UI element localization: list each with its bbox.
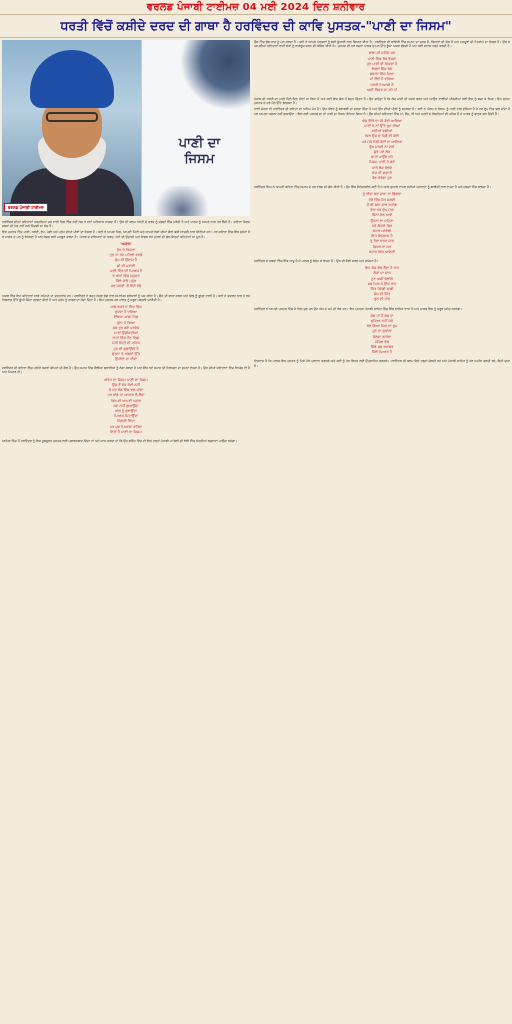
- poem-line: ਮਾਵਾਂ ਉਡੀਕਦੀਆਂ: [114, 331, 138, 336]
- paragraph: ਹਰਵਿੰਦਰ ਸਿੰਘ ਨੇ ਆਪਣੀ ਕਵਿਤਾ ਵਿੱਚ ਸਮਾਜ ਦੇ ਹਰ ਵਰਗ ਦੀ ਗੱਲ ਕੀਤੀ ਹੈ। ਉਹ ਇੱਕ ਸੰਵੇਦਨਸ਼ੀਲ ਕਵੀ ਹੈ ਜੋ ਆਲੇ ਦੁਆਲੇ ਵਾਪਰ ਰਹੀਆਂ ਘਟਨਾਵਾਂ ਨੂੰ ਬਾਰੀਕੀ ਨਾਲ ਵੇਖਦਾ ਹੈ ਅਤੇ ਸ਼ਬਦਾਂ ਵਿੱਚ ਢਾਲਦਾ ਹੈ।: [254, 185, 492, 190]
- poem-line: ਜ਼ਿੰਦਗੀ ਦਿੰਦਾ: [117, 419, 135, 424]
- poem-line: ਕਦੇ ਨਹੀਂ ਗੁਆਉਂਦਾ: [113, 403, 139, 408]
- poem-line: ਫਿਰ ਵੀ ਆਪਣੀ ਪਛਾਣ: [110, 398, 142, 403]
- paragraph: ਉਸ ਵਿੱਚ ਡੁੱਬ ਜਾਣ ਨੂੰ ਮਨ ਕਰਦਾ ਹੈ। ਕਵੀ ਨੇ ਆਪਣੇ ਅਨੁਭਵਾਂ ਨੂੰ ਬੜੀ ਡੂੰਘਾਈ ਨਾਲ ਬਿਆਨ ਕੀਤਾ ਹੈ। ਹਰਵਿੰਦਰ ਦੀ ਸ਼ਾਇਰੀ ਵਿੱਚ ਸਮਾਜ ਦਾ ਦਰਦ ਹੈ, ਕਿਸਾਨਾਂ ਦੀ ਗੱਲ ਹੈ ਅਤੇ ਮਜ਼ਦੂਰਾਂ ਦੀ ਮਿਹਨਤ ਦਾ ਜ਼ਿਕਰ ਹੈ। ਉਸ ਨੇ ਆਪਣੀਆਂ ਕਵਿਤਾਵਾਂ ਰਾਹੀਂ ਲੋਕਾਂ ਨੂੰ ਜਾਗਰੂਕ ਕਰਨ ਦੀ ਕੋਸ਼ਿਸ਼ ਕੀਤੀ ਹੈ। ਪੁਸਤਕ ਦੀ ਹਰ ਰਚਨਾ ਪਾਠਕ ਦੇ ਮਨ ਉੱਤੇ ਡੂੰਘਾ ਅਸਰ ਛੱਡਦੀ ਹੈ ਅਤੇ ਕਈ ਸਵਾਲ ਖੜ੍ਹੇ ਕਰਦੀ ਹੈ।: [254, 40, 510, 49]
- poem-line: ਸੁੱਤੇ ਪਏ ਲੋਕ: [373, 150, 391, 155]
- poem-line: ਸਾਰੇ ਲੋਕ ਬੋਲਦੇ: [372, 165, 392, 170]
- poem-line: ਇਹ ਵਿਸ਼ਵਾਸ ਹੈ: [371, 234, 393, 239]
- poem-line: ਹੁਣ ਪਾਣੀ ਵੀ ਵਿਕਦਾ ਹੈ: [366, 61, 398, 66]
- poem-line: ਬਾਬਾ ਜੀ ਕਹਿੰਦੇ ਸਨ: [368, 51, 396, 56]
- poem-line: ਮੇਰੇ ਵਿਹੜੇ ਫਿਰ: [371, 223, 393, 228]
- poem: [254, 266, 510, 302]
- poem-line: ਪਰ ਮੇਰੇ ਪਿੰਡੋਂ ਕੋਈ ਨਾ ਆਇਆ: [361, 139, 403, 144]
- poem-line: ਛਾਂ ਵੀ ਪਰਾਈ: [117, 263, 135, 268]
- poem-line: ਬਣ ਗਿਆ ਜਿਸ ਦਾ ਰੂਪ: [366, 324, 398, 329]
- poem-line: ਧਰਤੀ ਪਿਆਸੀ ਹੈ: [370, 82, 394, 87]
- poem-line: ਮੈਂ ਵੀ ਸਦਾ ਸਾਥ ਰਹਾਂਗਾ: [366, 202, 398, 207]
- poem-line: ਕਿੱਥੇ ਜਾਵੇ ਮਨੁੱਖ: [115, 279, 137, 284]
- poem-line: ਵੇਖਿਆ ਸਾਡਾ ਪਿੰਡ: [113, 315, 139, 320]
- poem-line: ਰੁੱਖ ਤੇ ਰਿਸ਼ਤਾ: [116, 248, 136, 253]
- poem: [254, 119, 510, 181]
- poem-line: ਜੋ ਹਰ ਰੰਗ ਵਿੱਚ ਢਲ ਜਾਂਦਾ: [108, 388, 144, 393]
- poem-line: ਬਹਾਰ ਆਏਗੀ: [372, 228, 392, 233]
- poem-line: ਤੇ ਅੱਖਾਂ ਵਿੱਚ ਸਮੁੰਦਰ: [112, 274, 140, 279]
- poem-line: ਮੰਜ਼ਿਲ ਵੱਲ: [374, 339, 390, 344]
- poem-line: ਧੁੱਪ ਵੀ ਉਦਾਸ ਹੈ: [115, 258, 137, 263]
- poem: [2, 378, 250, 435]
- poem-line: ਸੱਚ ਹਾਂ ਮੈਂ ਸੱਚ ਹਾਂ: [370, 313, 394, 318]
- poem-line: ਪਾਣੀ ਵਿੱਚ ਵੀ ਪਿਆਸ ਹੈ: [109, 268, 143, 273]
- poem-line: ਸਾਡੇ ਰਸਤੇ ਦੇ ਵਿੱਚ ਵਿੱਚ: [110, 305, 142, 310]
- paragraph: ਅਸਲ ਵਿੱਚ ਇਹ ਕਵਿਤਾਵਾਂ ਸਾਡੇ ਸਮਿਆਂ ਦਾ ਦਸਤਾਵੇਜ਼ ਹਨ। ਹਰਵਿੰਦਰ ਨੇ ਬਹੁਤ ਸੋਹਣੇ ਢੰਗ ਨਾਲ ਸਮਾਜਿਕ ਸਰੋਕਾਰਾਂ ਨੂੰ ਪੇਸ਼ ਕੀਤਾ ਹੈ। ਉਸ ਦੀ ਭਾਸ਼ਾ ਸਰਲ ਅਤੇ ਦਿਲ ਨੂੰ ਛੂਹਣ ਵਾਲੀ ਹੈ। ਕਵੀ ਨੇ ਕੁਦਰਤ ਨਾਲ ਹੋ ਰਹੇ ਖਿਲਵਾੜ ਉੱਤੇ ਡੂੰਘੀ ਚਿੰਤਾ ਪ੍ਰਗਟ ਕੀਤੀ ਹੈ ਅਤੇ ਮਨੁੱਖ ਨੂੰ ਜਾਗਣ ਦਾ ਸੱਦਾ ਦਿੱਤਾ ਹੈ। ਇਹ ਪੁਸਤਕ ਹਰ ਪਾਠਕ ਨੂੰ ਜ਼ਰੂਰ ਪੜ੍ਹਨੀ ਚਾਹੀਦੀ ਹੈ।: [2, 293, 250, 302]
- paragraph: ਵਿਸ਼ਵਾਸ ਹੈ ਕਿ ਪਾਠਕ ਇਸ ਪੁਸਤਕ ਨੂੰ ਖਿੜੇ ਮੱਥੇ ਪ੍ਰਵਾਨ ਕਰਨਗੇ ਅਤੇ ਕਵੀ ਨੂੰ ਹੋਰ ਲਿਖਣ ਲਈ ਉਤਸ਼ਾਹਿਤ ਕਰਨਗੇ। ਹਰਵਿੰਦਰ ਦੀ ਕਲਮ ਇਸੇ ਤਰ੍ਹਾਂ ਚੱਲਦੀ ਰਹੇ ਅਤੇ ਪੰਜਾਬੀ ਸਾਹਿਤ ਨੂੰ ਹੋਰ ਅਮੀਰ ਕਰਦੀ ਰਹੇ, ਇਹੀ ਦੁਆ ਹੈ।: [254, 359, 510, 368]
- poem-line: ਜਿੰਨਾ ਕੋਲ ਆਏ: [371, 213, 393, 218]
- paragraph: ਆਖ਼ਿਰ ਵਿੱਚ ਮੈਂ ਹਰਵਿੰਦਰ ਨੂੰ ਇਸ ਖ਼ੂਬਸੂਰਤ ਪੁਸਤਕ ਲਈ ਮੁਬਾਰਕਬਾਦ ਦਿੰਦਾ ਹਾਂ ਅਤੇ ਆਸ ਕਰਦਾ ਹਾਂ ਕਿ ਉਹ ਭਵਿੱਖ ਵਿੱਚ ਵੀ ਇਸੇ ਤਰ੍ਹਾਂ ਪੰਜਾਬੀ ਮਾਂ ਬੋਲੀ ਦੀ ਝੋਲੀ ਵਿੱਚ ਸੋਹਣੀਆਂ ਰਚਨਾਵਾਂ ਪਾਉਂਦਾ ਰਹੇਗਾ।: [2, 438, 238, 443]
- poem-line: ਚੱਲਦਾ ਰਹਾਂਗਾ: [372, 334, 392, 339]
- poem-line: ਕੌਣ ਦੇਵੇਗਾ ਹੁਣ: [372, 176, 392, 181]
- poem-line: ਤੇਰਾ ਹਰ ਦੁੱਖ ਮੇਰਾ: [370, 208, 394, 213]
- poem-line: ਇਹ ਸੱਚ ਵੱਲ ਲੈਂਦਾ ਹੈ ਰਾਹ: [364, 266, 400, 271]
- poem-line: ਲੋਕਾਂ ਦਾ ਸਾਥ: [373, 271, 391, 276]
- poem-line: ਫ਼ਿਕਰ ਨਾ ਕਰ: [372, 244, 392, 249]
- article-headline: ਧਰਤੀ ਵਿੱਚੋਂ ਕਸ਼ੀਦੇ ਦਰਦ ਦੀ ਗਾਥਾ ਹੈ ਹਰਵਿੰਦਰ ਦੀ ਕਾਵਿ ਪੁਸਤਕ-"ਪਾਣੀ ਦਾ ਜਿਸਮ": [60, 18, 452, 33]
- poem-line: ਐਸ ਇੱਕੋ ਦਾ ਵੀ ਕੋਈ ਆਇਆ: [361, 118, 403, 123]
- poem-line: ਜਿੱਥੇ ਸਭ ਬਰਾਬਰ: [370, 344, 394, 349]
- poem-line: ਤੇਰੇ ਵਿੱਚ ਜੋਤ ਜਗਦੀ: [368, 197, 396, 202]
- article-body: [2, 40, 510, 1022]
- right-column: [254, 40, 510, 1022]
- poem-line: ਹੁਣ ਵੀ ਬੁਲਾਉਂਦੀ ਹੈ: [113, 346, 139, 351]
- photo-row: [2, 40, 250, 216]
- poem-line: ਉਹਨਾ ਦਾ ਕਹਿਣਾ: [370, 218, 394, 223]
- poem: [254, 314, 510, 356]
- poem-line: ਹੁਣ ਅਸੀਂ ਚੱਲਾਂਗੇ: [371, 276, 393, 281]
- poem-line: ਝੂਠ ਦੀ ਹਾਰ: [374, 297, 390, 302]
- poem-line: ਉਸ ਤੋਂ ਵੱਧ ਕੋਈ ਨਹੀਂ: [112, 382, 140, 387]
- poem-line: ਹਰ ਭਾਂਡੇ ਦਾ ਆਕਾਰ ਲੈ ਲੈਂਦਾ: [107, 393, 145, 398]
- poem-line: ਸੱਚ ਦੀ ਗਵਾਹੀ: [372, 170, 392, 175]
- left-column: [2, 40, 250, 1022]
- book-cover: [141, 40, 250, 216]
- poem-line: ਨਦੀਆਂ ਵਗੀਆਂ: [371, 129, 393, 134]
- poem-line: ਸੁੰਨਾ ਹੋ ਗਿਆ: [117, 320, 135, 325]
- poem-line: ਸਭ ਮਿਲ ਕੇ ਇੱਕ ਰਾਹ: [367, 281, 397, 286]
- poem-line: ਚੇਤਨਾ ਦੇ ਅੰਬਰਾਂ ਉੱਤੇ: [111, 351, 141, 356]
- poem-line: ਰਾਹਾਂ ਵਿੱਚ ਨੈਣ ਵਿਛਾ: [112, 336, 140, 341]
- poem-line: ਰੁਕਦਾ ਹੈ ਦਰਿਆ: [114, 310, 138, 315]
- poem-line: ਫਿਰ ਉਸ ਦੇ ਪਿੰਡੋਂ ਵੀ ਕੋਈ: [365, 134, 399, 139]
- poem-line: ਝੁਕਿਆ ਨਹੀਂ ਕਦੇ: [370, 318, 394, 323]
- poem-line: ਜਿੱਥੇ ਪਿਆਰ ਹੈ: [372, 350, 392, 355]
- poem-line: ਅਸੀਂ ਕਿੱਧਰ ਜਾ ਰਹੇ ਹਾਂ: [366, 87, 398, 92]
- newspaper-logo: ਵਰਲਡ ਪੰਜਾਬੀ ਟਾਈਮਜ਼: [4, 203, 48, 212]
- poem-line: ਬਹਾਰ ਫਿਰ ਆਏਗੀ: [369, 249, 395, 254]
- paragraph: ਪੰਜਾਬ ਦੀ ਧਰਤੀ ਦਾ ਪਾਣੀ ਦਿਨੋ-ਦਿਨ ਨੀਵਾਂ ਜਾ ਰਿਹਾ ਹੈ ਅਤੇ ਕਵੀ ਇਸ ਗੱਲ ਤੋਂ ਬਹੁਤ ਚਿੰਤਤ ਹੈ। ਉਹ ਚਾਹੁੰਦਾ ਹੈ ਕਿ ਲੋਕ ਪਾਣੀ ਦੀ ਕਦਰ ਕਰਨ ਅਤੇ ਆਉਣ ਵਾਲੀਆਂ ਪੀੜ੍ਹੀਆਂ ਲਈ ਇਸ ਨੂੰ ਬਚਾ ਕੇ ਰੱਖਣ। ਇਹ ਸੁਨੇਹਾ ਪੁਸਤਕ ਦੇ ਹਰ ਪੰਨੇ ਉੱਤੇ ਝਲਕਦਾ ਹੈ।: [254, 97, 510, 106]
- poem-line: ਮੇਰੀ ਮਿੱਟੀ ਦੀ ਮਹਿਕ: [112, 341, 140, 346]
- poem: [254, 192, 510, 254]
- poem: [254, 51, 510, 93]
- poem-line: ਅੱਗ ਨੂੰ ਬੁਝਾਉਂਦਾ: [115, 408, 137, 413]
- poem-line: ਹੁਣ ਨਾ ਰਹੇ ਪਹਿਲਾਂ ਵਰਗੇ: [109, 253, 143, 258]
- poem-line: ਬਜ਼ਾਰਾਂ ਵਿੱਚ ਪਿਆ: [369, 72, 395, 77]
- headline-bar: [0, 14, 512, 38]
- masthead-text: ਵਰਲਡ ਪੰਜਾਬੀ ਟਾਈਮਜ਼ 04 ਮਈ 2024 ਦਿਨ ਸ਼ਨੀਵਾਰ: [146, 1, 366, 13]
- poem-line: ਬੋਤਲਾਂ ਵਿੱਚ ਬੰਦ: [371, 67, 393, 72]
- masthead: [0, 0, 512, 14]
- paragraph: ਹਰਵਿੰਦਰ ਦੀ ਕਵਿਤਾ ਵਿੱਚ ਮਨੁੱਖੀ ਕਦਰਾਂ ਕੀਮਤਾਂ ਦੀ ਗੱਲ ਹੈ। ਉਹ ਸਮਾਜ ਵਿੱਚ ਫੈਲੀਆਂ ਬੁਰਾਈਆਂ ਨੂੰ ਨੰਗਾ ਕਰਦਾ ਹੈ ਅਤੇ ਇੱਕ ਨਵੇਂ ਸਮਾਜ ਦੀ ਸਿਰਜਣਾ ਦਾ ਸੁਪਨਾ ਵੇਖਦਾ ਹੈ। ਉਸ ਦੀਆਂ ਕਵਿਤਾਵਾਂ ਵਿੱਚ ਵਿਅੰਗ ਵੀ ਹੈ ਅਤੇ ਪਿਆਰ ਵੀ।: [2, 366, 250, 375]
- paragraph: ਹਰਵਿੰਦਰ ਦੀਆਂ ਕਵਿਤਾਵਾਂ ਪੜ੍ਹਦਿਆਂ ਹਰ ਵਾਰੀ ਦਿਲ ਵਿੱਚ ਨਵੀਂ ਸੋਚ ਤੇ ਨਵਾਂ ਅਹਿਸਾਸ ਜਾਗਦਾ ਹੈ। ਉਸ ਦੀ ਕਲਮ ਧਰਤੀ ਦੇ ਦਰਦ ਨੂੰ ਸ਼ਬਦਾਂ ਵਿੱਚ ਪਰੋਂਦੀ ਹੈ ਅਤੇ ਪਾਠਕ ਨੂੰ ਆਪਣੇ ਨਾਲ ਤੋਰ ਲੈਂਦੀ ਹੈ। ਕਵਿਤਾ ਸਿਰਫ਼ ਸ਼ਬਦਾਂ ਦੀ ਖੇਡ ਨਹੀਂ ਸਗੋਂ ਜ਼ਿੰਦਗੀ ਦਾ ਸੱਚ ਹੈ।: [2, 220, 250, 229]
- author-photo: [2, 40, 141, 216]
- paragraph: ਹਰਵਿੰਦਰ ਨੇ ਆਪਣੀ ਪੁਸਤਕ ਵਿੱਚ ਜੋ ਵਿਸ਼ੇ ਚੁਣੇ ਹਨ ਉਹ ਅੱਜ ਦੇ ਸਮੇਂ ਦੀ ਲੋੜ ਹਨ। ਇਹ ਪੁਸਤਕ ਪੰਜਾਬੀ ਸਾਹਿਤ ਵਿੱਚ ਇੱਕ ਵਧੀਆ ਵਾਧਾ ਹੈ ਅਤੇ ਪਾਠਕ ਇਸ ਨੂੰ ਜ਼ਰੂਰ ਪਸੰਦ ਕਰਨਗੇ।: [254, 306, 463, 311]
- poem-line: ਜਿਸਮ ਪਾਣੀ ਹੋ ਗਏ: [369, 160, 395, 165]
- poem-line: ਇਹੀ ਹੈ ਪਾਣੀ ਦਾ ਜਿਸਮ: [110, 429, 142, 434]
- poem-line: ਜਿੱਤ ਹੋਵੇਗੀ ਸਾਡੀ: [370, 286, 394, 291]
- poem-line: ਬਾਤਾਂ ਪਾਉਂਦੇ ਰਹੇ: [371, 155, 393, 160]
- paragraph: ਇਸ ਪੁਸਤਕ ਵਿੱਚ ਪਾਣੀ, ਧਰਤੀ, ਰੁੱਖ, ਪੰਛੀ ਅਤੇ ਮਨੁੱਖ ਦੀਆਂ ਪੀੜਾਂ ਦਾ ਜ਼ਿਕਰ ਹੈ। ਕਵੀ ਨੇ ਆਪਣੇ ਪਿੰਡ, ਆਪਣੀ ਮਿੱਟੀ ਅਤੇ ਆਪਣੇ ਲੋਕਾਂ ਦੀਆਂ ਗੱਲਾਂ ਬੜੀ ਸਾਦਗੀ ਨਾਲ ਕੀਤੀਆਂ ਹਨ। ਹਰ ਕਵਿਤਾ ਵਿੱਚ ਇੱਕ ਸੁਨੇਹਾ ਹੈ ਜੋ ਪਾਠਕ ਦੇ ਮਨ ਨੂੰ ਝੰਜੋੜਦਾ ਹੈ ਅਤੇ ਸੋਚਣ ਲਈ ਮਜਬੂਰ ਕਰਦਾ ਹੈ। ਪੰਜਾਬ ਦੇ ਦਰਿਆਵਾਂ ਦਾ ਦਰਦ, ਖੇਤਾਂ ਦੀ ਉਦਾਸੀ ਅਤੇ ਵਿਛੜ ਰਹੇ ਪੁੱਤਰਾਂ ਦੀ ਗੱਲ ਇਨ੍ਹਾਂ ਕਵਿਤਾਵਾਂ ਦਾ ਮੂਲ ਹੈ।: [2, 230, 250, 239]
- poem-line: ਪਰ ਖ਼ੁਦ ਪਿਆਸਾ ਰਹਿੰਦਾ: [109, 424, 143, 429]
- paragraph: ਹਰਵਿੰਦਰ ਦੇ ਸ਼ਬਦਾਂ ਵਿੱਚ ਇੱਕ ਜਾਦੂ ਹੈ ਜੋ ਪਾਠਕ ਨੂੰ ਬੰਨ੍ਹ ਕੇ ਰੱਖਦਾ ਹੈ। ਉਸ ਦੀ ਸ਼ੈਲੀ ਸਰਲ ਅਤੇ ਸਪੱਸ਼ਟ ਹੈ।: [254, 258, 379, 263]
- poem-line: ਜਦ ਧਰਤੀ ਹੀ ਰੋਂਦੀ ਹੋਵੇ: [110, 284, 142, 289]
- poem-line: ਉਮੀਦਾਂ ਦਾ ਦੀਵਾ: [115, 357, 137, 362]
- poem-line: ਤੂੰ ਤੇਰਾ ਦਰਦ ਜਾਣ: [370, 239, 394, 244]
- poem-line: ਤੂੰ ਦੀਵਾ ਬਣ ਜਾਣਾ ਨਾ ਡਿੱਗਣਾ: [362, 192, 402, 197]
- poem-line: ਪਿਆਸ ਮਿਟਾਉਂਦਾ: [114, 414, 138, 419]
- poem-line: ਪਾਣੀ ਵਿੱਚ ਰੱਬ ਵੱਸਦਾ: [367, 56, 397, 61]
- poem-line: ਸੱਚ ਦੀ ਜਿੱਤ: [373, 292, 391, 297]
- poem-line: ਹੁਣ ਨਾ ਰੁਕਾਂਗਾ: [372, 329, 392, 334]
- poem-line: ਸਭ ਤੁਰ ਗਏ ਪਰਦੇਸ: [112, 325, 140, 330]
- poem: [2, 305, 250, 362]
- paragraph: ਨਾਰੀ ਚੇਤਨਾ ਵੀ ਹਰਵਿੰਦਰ ਦੀ ਕਵਿਤਾ ਦਾ ਅਹਿਮ ਪੱਖ ਹੈ। ਉਹ ਔਰਤ ਨੂੰ ਬਰਾਬਰੀ ਦਾ ਦਰਜਾ ਦਿੰਦਾ ਹੈ ਅਤੇ ਉਸ ਦੀਆਂ ਪੀੜਾਂ ਨੂੰ ਸਮਝਦਾ ਹੈ। ਕਵੀ ਨੇ ਔਰਤ ਦੇ ਜਿਸਮ ਨੂੰ ਪਾਣੀ ਵਾਂਗ ਦੱਸਿਆ ਹੈ ਜੋ ਹਰ ਰੂਪ ਵਿੱਚ ਢਲ ਜਾਂਦਾ ਹੈ ਪਰ ਆਪਣਾ ਅਸਲਾ ਨਹੀਂ ਗੁਆਉਂਦਾ। ਇਸੇ ਲਈ ਪੁਸਤਕ ਦਾ ਨਾਂ ਪਾਣੀ ਦਾ ਜਿਸਮ ਰੱਖਿਆ ਗਿਆ ਹੈ। ਉਸ ਦੀਆਂ ਕਵਿਤਾਵਾਂ ਵਿੱਚ ਮਾਂ, ਭੈਣ, ਧੀ ਅਤੇ ਪਤਨੀ ਦੇ ਰਿਸ਼ਤਿਆਂ ਦੀ ਮਹਿਕ ਹੈ ਜੋ ਪਾਠਕ ਨੂੰ ਭਾਵੁਕ ਕਰ ਦਿੰਦੀ ਹੈ।: [254, 107, 510, 116]
- poem-line: 'ਅਕਾਲ': [120, 241, 132, 246]
- poem-line: ਮਾਂ ਰੋਂਦੀ ਹੈ ਦਰਿਆ: [369, 77, 395, 82]
- poem-line: ਭੁੱਖ ਮਰਦੀ ਨਾ ਦੇਖੀ: [369, 144, 395, 149]
- book-cover-title: ਪਾਣੀ ਦਾ ਜਿਸਮ: [178, 136, 221, 167]
- poem-line: ਪਾਣੀ ਦੇ ਨਾਂ ਉੱਤੇ ਖੂਨ ਦੀਆਂ: [364, 124, 400, 129]
- poem-line: ਔਰਤ ਦਾ ਜਿਸਮ ਪਾਣੀ ਦਾ ਜਿਸਮ: [104, 377, 148, 382]
- poem: [2, 242, 250, 290]
